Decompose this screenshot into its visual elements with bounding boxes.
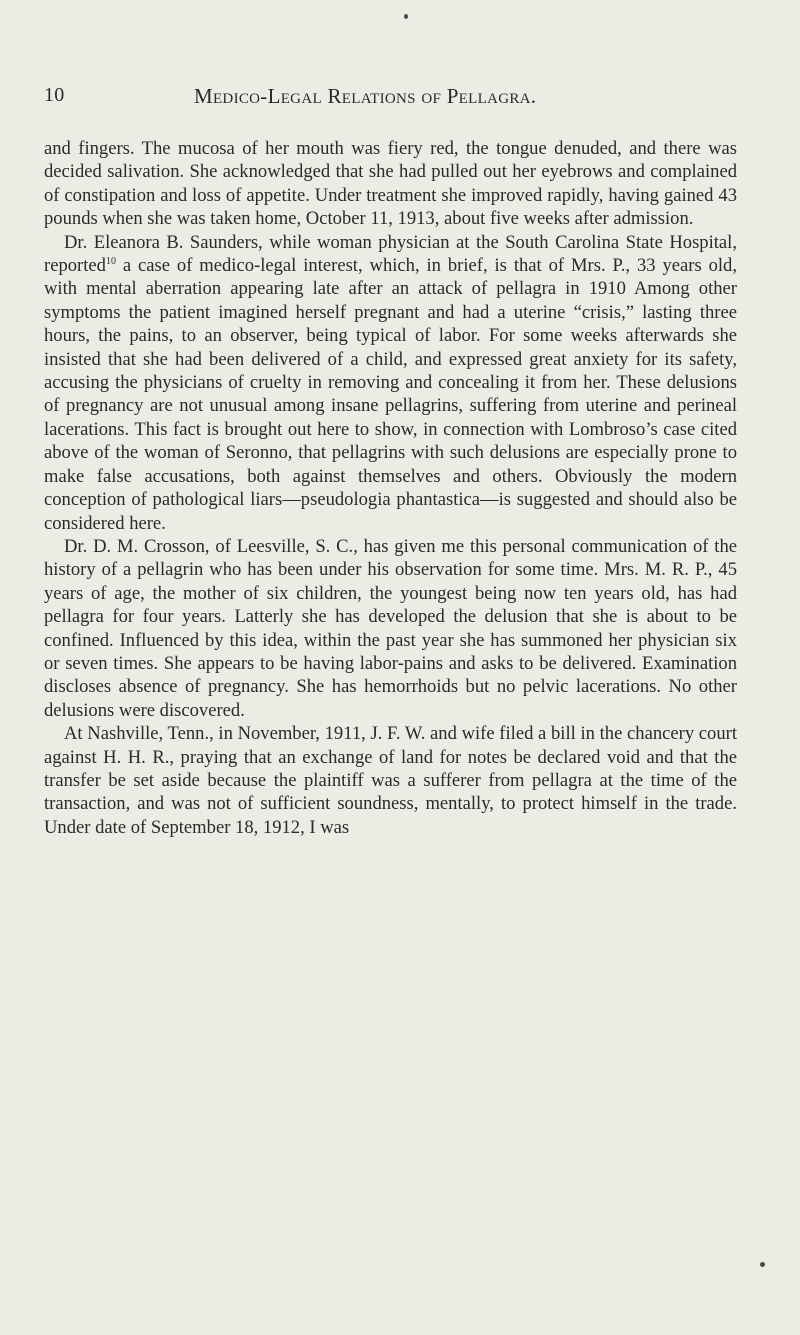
paragraph: [44, 231, 737, 535]
paragraph-text: a case of medico-legal interest, which, in brief, is that of Mrs. P., 33 years old, with mental aberration appearing late after an attack of pellagra in 1910 Among other symptoms the patient imagined herself pregnant and had a uterine “crisis,” lasting three hours, the pains, to an observer, being typical of labor. For some weeks afterwards she insisted that she had been delivered of a child, and expressed great anxiety for its safety, accusing the physicians of cruelty in removing and concealing it from her. These delusions of pregnancy are not unusual among insane pellagrins, suffering from uterine and perineal lacerations. This fact is brought out here to show, in connection with Lombroso’s case cited above of the woman of Seronno, that pellagrins with such delusions are especially prone to make false accusations, both against themselves and others. Obviously the modern conception of pathological liars—pseudologia phantastica—is suggested and should also be considered here.: [44, 255, 737, 534]
page-number: 10: [44, 84, 65, 106]
paragraph: and fingers. The mucosa of her mouth was fiery red, the tongue denuded, and there was decided salivation. She acknowledged that she had pulled out her eyebrows and complained of constipation and loss of appetite. Under treatment she improved rapidly, having gained 43 pounds when she was taken home, October 11, 1913, about five weeks after admission.: [44, 138, 737, 230]
paragraph: At Nashville, Tenn., in November, 1911, J. F. W. and wife filed a bill in the chancery court against H. H. R., praying that an exchange of land for notes be declared void and that the transfer be set aside because the plaintiff was a sufferer from pellagra at the time of the transaction, and was not of sufficient soundness, mentally, to protect himself in the trade. Under date of September 18, 1912, I was: [44, 723, 737, 838]
paragraph: Dr. D. M. Crosson, of Leesville, S. C., has given me this personal communication of the history of a pellagrin who has been under his observation for some time. Mrs. M. R. P., 45 years of age, the mother of six children, the youngest being now ten years old, has had pellagra for four years. Latterly she has developed the delusion that she is about to be confined. Influenced by this idea, within the past year she has summoned her physician six or seven times. She appears to be having labor-pains and asks to be delivered. Examination discloses absence of pregnancy. She has hemorrhoids but no pelvic lacerations. No other delusions were discovered.: [44, 535, 737, 721]
footnote-reference: 10: [105, 255, 116, 267]
body-text: [44, 137, 737, 839]
paragraph-text: Dr. Eleanora B. Saunders, while woman physician at the South Carolina State Hospital, reported: [44, 231, 737, 277]
print-speck: [404, 14, 408, 19]
print-speck: [760, 1262, 765, 1267]
running-header: [44, 84, 744, 114]
running-title: Medico-Legal Relations of Pellagra.: [194, 84, 537, 108]
